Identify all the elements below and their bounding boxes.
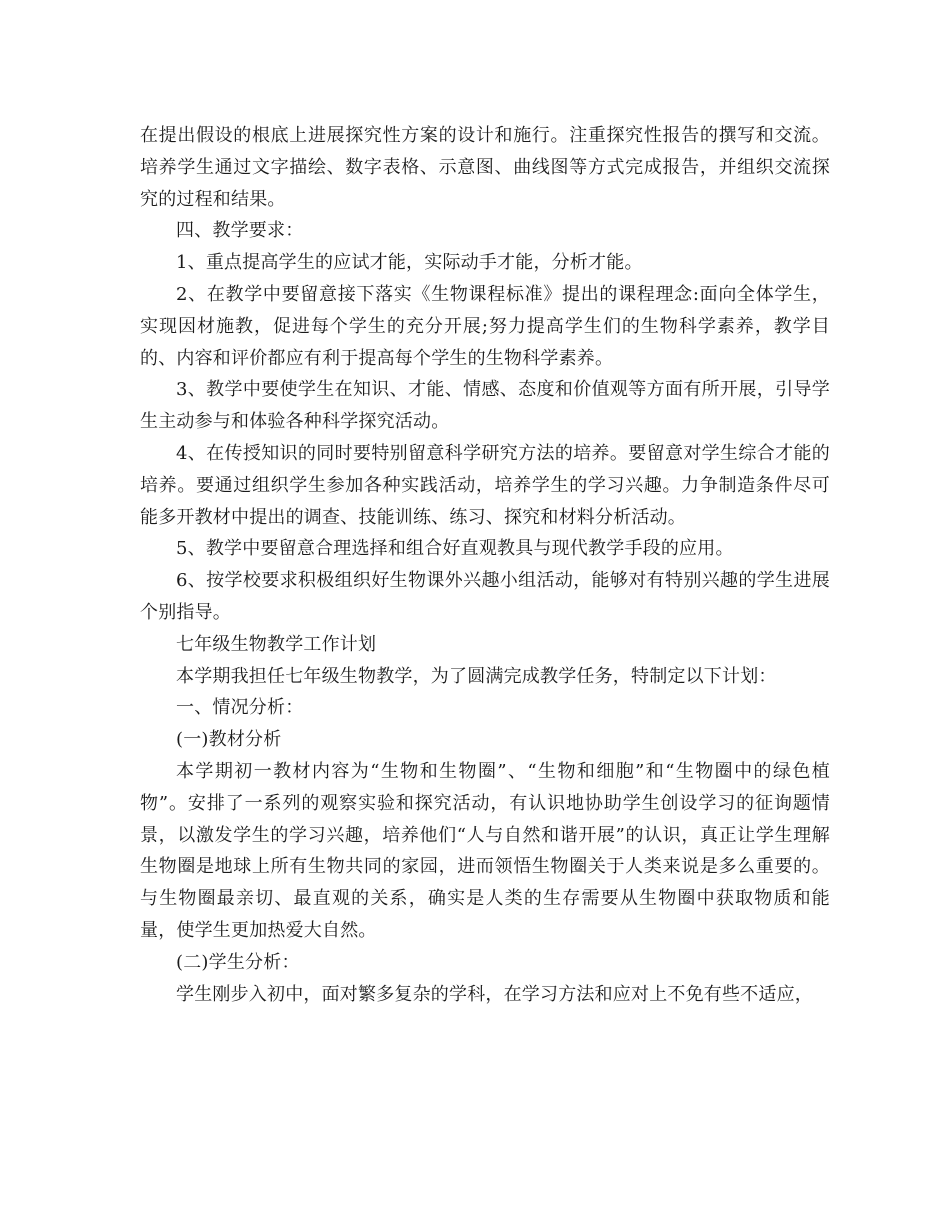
- subsection-heading-student-analysis: (二)学生分析：: [176, 951, 300, 973]
- subsection-heading-textbook-analysis: (一)教材分析: [176, 729, 282, 751]
- document-body: [140, 120, 830, 1010]
- list-item-4: 4、在传授知识的同时要特别留意科学研究方法的培养。要留意对学生综合才能的培养。要通过组织学生参加各种实践活动，培养学生的学习兴趣。力争制造条件尽可能多开教材中提出的调查、技能训练、练习、探究和材料分析活动。: [140, 442, 830, 528]
- section-heading-situation-analysis: 一、情况分析：: [176, 697, 304, 719]
- list-item-3: 3、教学中要使学生在知识、才能、情感、态度和价值观等方面有所开展，引导学生主动参与和体验各种科学探究活动。: [140, 379, 830, 433]
- list-item-5: 5、教学中要留意合理选择和组合好直观教具与现代教学手段的应用。: [176, 538, 734, 560]
- intro-paragraph: 本学期我担任七年级生物教学，为了圆满完成教学任务，特制定以下计划：: [176, 665, 777, 687]
- list-item-1: 1、重点提高学生的应试才能，实际动手才能，分析才能。: [176, 252, 643, 274]
- list-item-6: 6、按学校要求积极组织好生物课外兴趣小组活动，能够对有特别兴趣的学生进展个别指导。: [140, 570, 830, 623]
- textbook-analysis-paragraph: 本学期初一教材内容为“生物和生物圈”、“生物和细胞”和“生物圈中的绿色植物”。安排了一系列的观察实验和探究活动，有认识地协助学生创设学习的征询题情景，以激发学生的学习兴趣，培养他们“人与自然和谐开展”的认识，真正让学生理解生物圈是地球上所有生物共同的家园，进而领悟生物圈关于人类来说是多么重要的。与生物圈最亲切、最直观的关系，确实是人类的生存需要从生物圈中获取物质和能量，使学生更加热爱大自然。: [140, 760, 830, 941]
- student-analysis-paragraph: 学生刚步入初中，面对繁多复杂的学科，在学习方法和应对上不免有些不适应，: [176, 983, 813, 1005]
- list-item-2: 2、在教学中要留意接下落实《生物课程标准》提出的课程理念:面向全体学生，实现因材施教，促进每个学生的充分开展;努力提高学生们的生物科学素养，教学目的、内容和评价都应有利于提高每个学生的生物科学素养。: [140, 283, 830, 369]
- section-heading-teaching-requirements: 四、教学要求：: [176, 220, 304, 242]
- paragraph-continued: 在提出假设的根底上进展探究性方案的设计和施行。注重探究性报告的撰写和交流。培养学生通过文字描绘、数字表格、示意图、曲线图等方式完成报告，并组织交流探究的过程和结果。: [140, 125, 830, 210]
- document-title: 七年级生物教学工作计划: [176, 633, 377, 655]
